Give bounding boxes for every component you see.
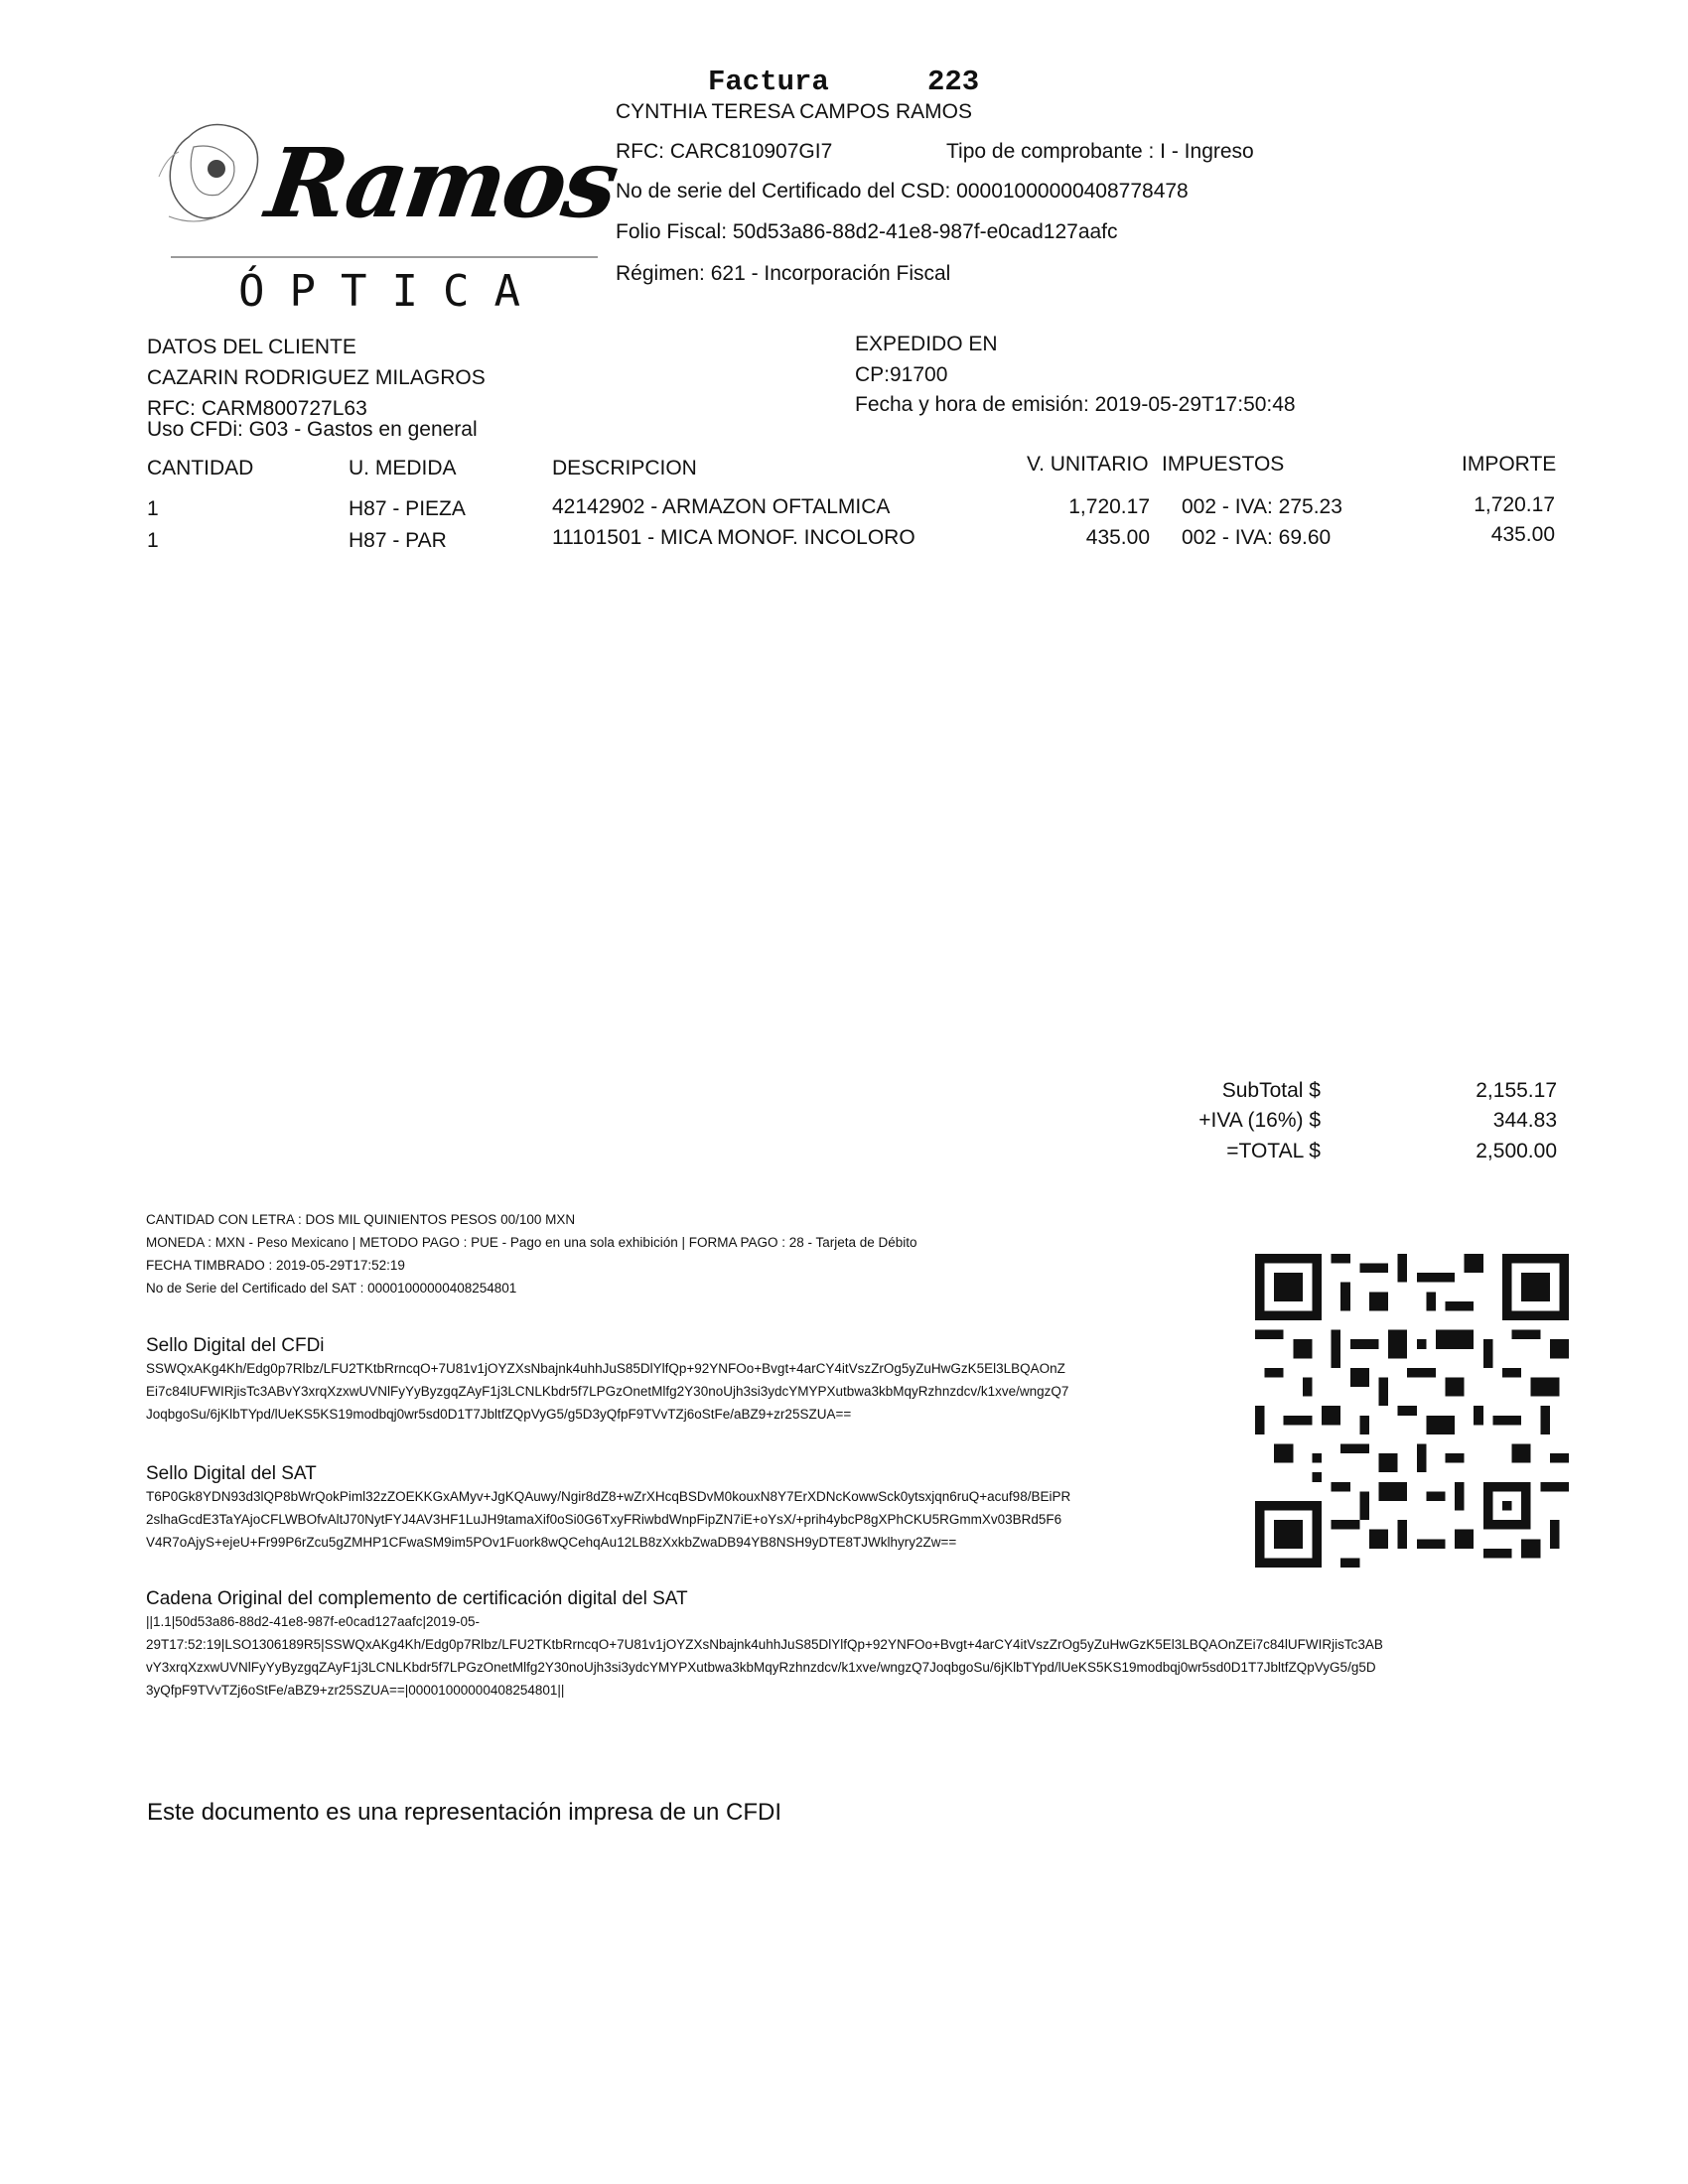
- col-header-description: DESCRIPCION: [552, 457, 697, 479]
- logo-subtitle: ÓPTICA: [238, 266, 545, 317]
- total-value: 2,500.00: [1476, 1140, 1557, 1162]
- cell-description: 11101501 - MICA MONOF. INCOLORO: [552, 526, 915, 549]
- subtotal-label: SubTotal $: [1221, 1079, 1321, 1102]
- logo-divider: [171, 256, 598, 258]
- logo-wordmark: Ramos: [260, 127, 623, 239]
- cell-taxes: 002 - IVA: 69.60: [1182, 526, 1332, 549]
- invoice-number: 223: [927, 66, 980, 98]
- cell-amount: 1,720.17: [1474, 493, 1555, 516]
- chain-line: 3yQfpF9TVvTZj6oStFe/aBZ9+zr25SZUA==|00001000000408254801||: [146, 1683, 565, 1698]
- cfdi-seal-line: SSWQxAKg4Kh/Edg0p7Rlbz/LFU2TKtbRrncqO+7U81v1jOYZXsNbajnk4uhhJuS85DlYlfQp+92YNFOo+Bvgt+4arCY4itVszZrOg5yZuHwGzK5El3LBQAOnZ: [146, 1361, 1065, 1376]
- cell-unit: H87 - PAR: [349, 529, 447, 552]
- document-type: Factura: [708, 66, 829, 98]
- amount-in-words: CANTIDAD CON LETRA : DOS MIL QUINIENTOS PESOS 00/100 MXN: [146, 1212, 576, 1227]
- cfdi-footer-note: Este documento es una representación impresa de un CFDI: [147, 1799, 782, 1826]
- issued-postal-code: CP:91700: [855, 363, 948, 386]
- fiscal-folio: Folio Fiscal: 50d53a86-88d2-41e8-987f-e0cad127aafc: [616, 220, 1118, 243]
- client-name: CAZARIN RODRIGUEZ MILAGROS: [147, 366, 486, 389]
- sat-seal-line: T6P0Gk8YDN93d3lQP8bWrQokPiml32zZOEKKGxAMyv+JgKQAuwy/Ngir8dZ8+wZrXHcqBSDvM0kouxN8Y7ErXDNcKowwSck0ytsxjqn6ruQ+acuf98/BEiPR: [146, 1489, 1071, 1504]
- chain-line: vY3xrqXzxwUVNlFyYyByzgqZAyF1j3LCNLKbdr5f7LPGzOnetMlfg2Y30noUjh3si3ydcYMYPXutbwa3kbMqyRzhnzdcv/k1xve/wngzQ7JoqbgoSu/6jKlbTYpd/lUeKS5KS19modbqj0wr5sd0D1T7JbltfZQpVyG5/g5D: [146, 1660, 1376, 1675]
- col-header-unit-price: V. UNITARIO: [1027, 453, 1149, 476]
- col-header-taxes: IMPUESTOS: [1162, 453, 1285, 476]
- chain-line: 29T17:52:19|LSO1306189R5|SSWQxAKg4Kh/Edg0p7Rlbz/LFU2TKtbRrncqO+7U81v1jOYZXsNbajnk4uhhJuS85DlYlfQp+92YNFOo+Bvgt+4arCY4itVszZrOg5yZuHwGzK5El3LBQAOnZEi7c84lUFWIRjisTc3AB: [146, 1637, 1383, 1652]
- csd-serial: No de serie del Certificado del CSD: 00001000000408778478: [616, 180, 1189, 203]
- issuer-name: CYNTHIA TERESA CAMPOS RAMOS: [616, 100, 973, 123]
- issue-datetime: Fecha y hora de emisión: 2019-05-29T17:50:48: [855, 393, 1296, 416]
- sat-certificate-serial: No de Serie del Certificado del SAT : 00001000000408254801: [146, 1281, 517, 1296]
- qr-code-icon: [1255, 1254, 1569, 1568]
- iva-label: +IVA (16%) $: [1198, 1109, 1321, 1132]
- sat-seal-heading: Sello Digital del SAT: [146, 1463, 317, 1484]
- chain-line: ||1.1|50d53a86-88d2-41e8-987f-e0cad127aafc|2019-05-: [146, 1614, 481, 1629]
- col-header-quantity: CANTIDAD: [147, 457, 254, 479]
- cell-description: 42142902 - ARMAZON OFTALMICA: [552, 495, 891, 518]
- iva-value: 344.83: [1492, 1109, 1557, 1132]
- cell-unit-price: 435.00: [1085, 526, 1150, 549]
- sat-seal-line: V4R7oAjyS+ejeU+Fr99P6rZcu5gZMHP1CFwaSM9im5POv1Fuork8wQCehqAu12LB8zXxkbZwaDB94YB8NSH9yDTE8TJWklhyry2Zw==: [146, 1535, 957, 1550]
- total-label: =TOTAL $: [1226, 1140, 1321, 1162]
- col-header-amount: IMPORTE: [1462, 453, 1557, 476]
- cell-amount: 435.00: [1490, 523, 1555, 546]
- cell-quantity: 1: [147, 529, 159, 552]
- col-header-unit: U. MEDIDA: [349, 457, 457, 479]
- voucher-type: Tipo de comprobante : I - Ingreso: [946, 140, 1254, 163]
- cfdi-seal-line: JoqbgoSu/6jKlbTYpd/lUeKS5KS19modbqj0wr5sd0D1T7JbltfZQpVyG5/g5D3yQfpF9TVvTZj6oStFe/aBZ9+zr25SZUA==: [146, 1407, 852, 1422]
- tax-regime: Régimen: 621 - Incorporación Fiscal: [616, 262, 951, 285]
- cfdi-seal-line: Ei7c84lUFWIRjisTc3ABvY3xrqXzxwUVNlFyYyByzgqZAyF1j3LCNLKbdr5f7LPGzOnetMlfg2Y30noUjh3si3ydcYMYPXutbwa3kbMqyRzhnzdcv/k1xve/wngzQ7: [146, 1384, 1069, 1399]
- subtotal-value: 2,155.17: [1476, 1079, 1557, 1102]
- issuer-rfc: RFC: CARC810907GI7: [616, 140, 833, 163]
- payment-info: MONEDA : MXN - Peso Mexicano | METODO PAGO : PUE - Pago en una sola exhibición | FORMA PAGO : 28 - Tarjeta de Débito: [146, 1235, 917, 1250]
- client-rfc: RFC: CARM800727L63: [147, 397, 367, 420]
- leaf-sketch-icon: [149, 117, 278, 236]
- client-heading: DATOS DEL CLIENTE: [147, 336, 356, 358]
- company-logo: [149, 117, 623, 326]
- cfdi-seal-heading: Sello Digital del CFDi: [146, 1335, 325, 1356]
- cfdi-use: Uso CFDi: G03 - Gastos en general: [147, 418, 478, 441]
- chain-heading: Cadena Original del complemento de certificación digital del SAT: [146, 1588, 688, 1609]
- sat-seal-line: 2slhaGcdE3TaYAjoCFLWBOfvAltJ70NytFYJ4AV3HF1LuJH9tamaXif0oSi0G6TxyFRiwbdWnpFipZN7iE+oYsX/+prih4ybcP8gXPhCKU5RGmmXv03BRd5F6: [146, 1512, 1062, 1527]
- cell-unit-price: 1,720.17: [1068, 495, 1150, 518]
- cell-taxes: 002 - IVA: 275.23: [1182, 495, 1342, 518]
- stamp-date: FECHA TIMBRADO : 2019-05-29T17:52:19: [146, 1258, 405, 1273]
- cell-unit: H87 - PIEZA: [349, 497, 466, 520]
- cell-quantity: 1: [147, 497, 159, 520]
- issued-heading: EXPEDIDO EN: [855, 333, 998, 355]
